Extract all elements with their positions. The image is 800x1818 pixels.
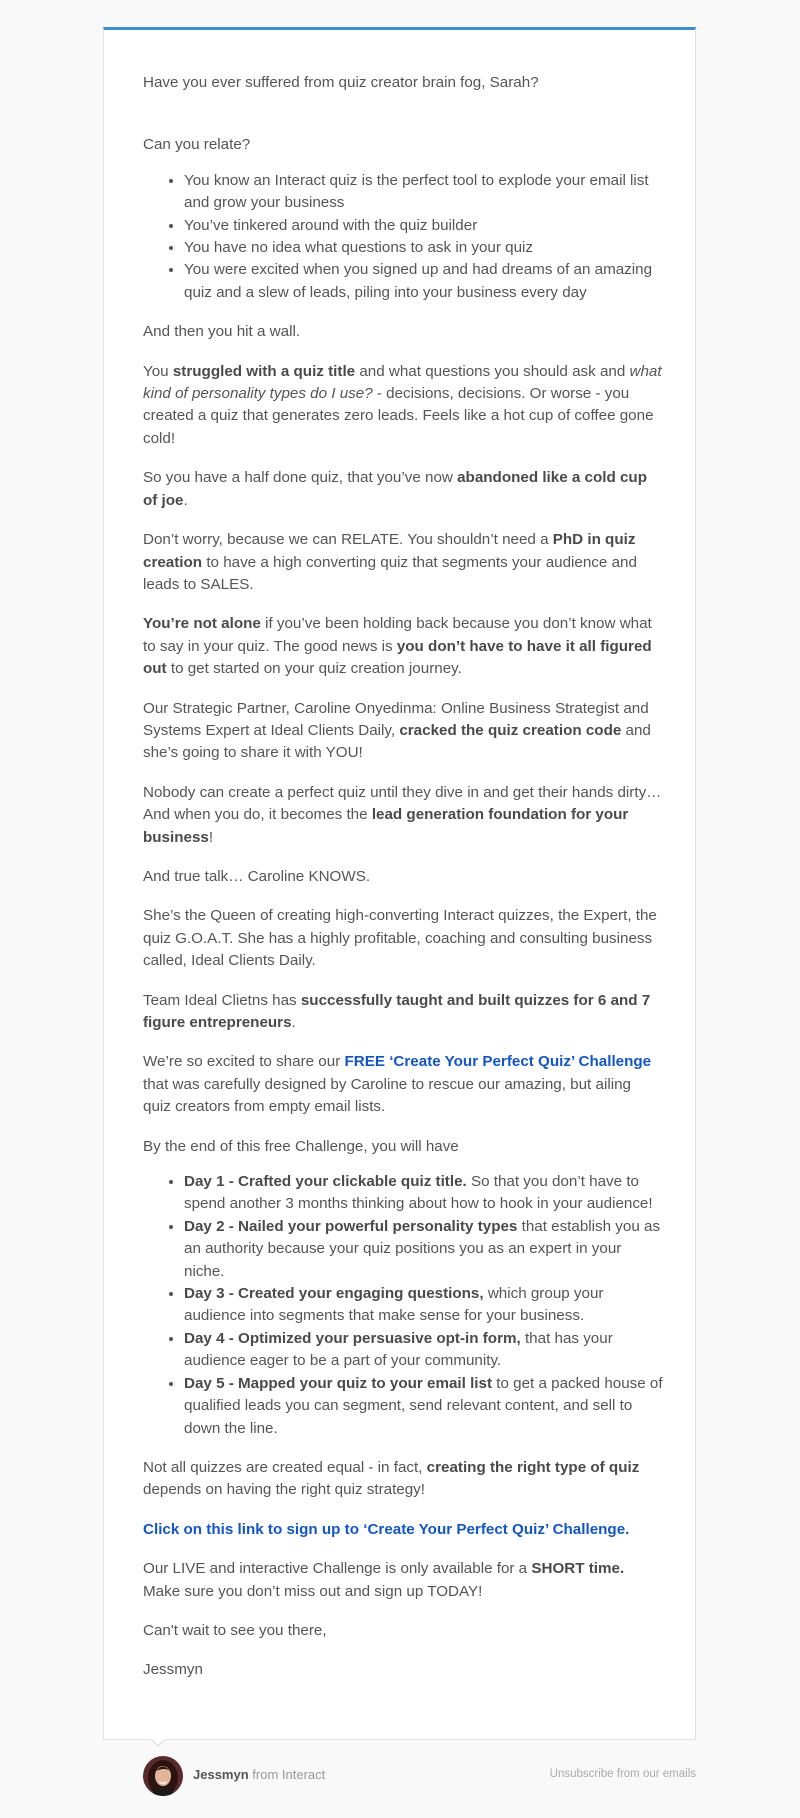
email-body [143, 72, 663, 1699]
relate-list [143, 170, 663, 304]
sender-name: Jessmyn [193, 1767, 249, 1782]
email-footer [103, 1740, 696, 1818]
challenge-link[interactable]: FREE ‘Create Your Perfect Quiz’ Challenge [344, 1053, 652, 1071]
avatar [143, 1756, 183, 1796]
signup-link[interactable]: Click on this link to sign up to ‘Create Your Perfect Quiz’ Challenge. [143, 1520, 630, 1538]
list-item: • You have no idea what questions to ask in your quiz [184, 237, 663, 259]
list-item: • Day 2 - Nailed your powerful personality types that establish you as an authority because your quiz positions you as an expert in your niche. [184, 1216, 663, 1283]
queen-paragraph: She’s the Queen of creating high-converting Interact quizzes, the Expert, the quiz G.O.A.T. She has a highly profitable, coaching and consulting business called, Ideal Clients Daily. [143, 907, 657, 970]
live-paragraph: Our LIVE and interactive Challenge is only available for a SHORT time. Make sure you don’t miss out and sign up TODAY! [143, 1560, 625, 1600]
email-card [103, 27, 696, 1740]
cant-wait-paragraph: Can't wait to see you there, [143, 1621, 327, 1639]
list-item: • You were excited when you signed up and had dreams of an amazing quiz and a slew of leads, piling into your business every day [184, 259, 663, 304]
struggle-paragraph: You struggled with a quiz title and what questions you should ask and what kind of personality types do I use? - decisions, decisions. Or worse - you created a quiz that generates zero leads. Feels like a hot cup of coffee gone cold! [143, 362, 662, 447]
days-list [143, 1171, 663, 1440]
dont-worry-paragraph: Don’t worry, because we can RELATE. You shouldn’t need a PhD in quiz creation to have a high converting quiz that segments your audience and leads to SALES. [143, 531, 637, 593]
not-all-paragraph: Not all quizzes are created equal - in fact, creating the right type of quiz depends on having the right quiz strategy! [143, 1458, 640, 1499]
sender-info [193, 1767, 325, 1782]
unsubscribe-link[interactable]: Unsubscribe from our emails [549, 1768, 696, 1780]
avatar-portrait-icon [143, 1756, 183, 1796]
list-item: • Day 4 - Optimized your persuasive opt-in form, that has your audience eager to be a part of your community. [184, 1328, 663, 1373]
partner-paragraph: Our Strategic Partner, Caroline Onyedinma: Online Business Strategist and Systems Expert at Ideal Clients Daily, cracked the quiz creation code and she’s going to share it with YOU! [143, 699, 651, 762]
list-item: • Day 3 - Created your engaging questions, which group your audience into segments that make sense for your business. [184, 1283, 663, 1328]
list-item: • You’ve tinkered around with the quiz builder [184, 215, 663, 237]
list-item: • You know an Interact quiz is the perfect tool to explode your email list and grow your business [184, 170, 663, 215]
half-done-paragraph: So you have a half done quiz, that you’ve now abandoned like a cold cup of joe. [143, 469, 647, 509]
team-paragraph: Team Ideal Clietns has successfully taught and built quizzes for 6 and 7 figure entrepreneurs. [143, 991, 651, 1031]
cta-paragraph [143, 1519, 663, 1541]
excited-paragraph: We’re so excited to share our FREE ‘Create Your Perfect Quiz’ Challenge that was carefully designed by Caroline to rescue our amazing, but ailing quiz creators from empty email lists. [143, 1053, 652, 1116]
sender-from: from Interact [248, 1767, 326, 1782]
wall-paragraph: And then you hit a wall. [143, 323, 301, 341]
not-alone-paragraph: You’re not alone if you’ve been holding back because you don’t know what to say in your quiz. The good news is you don’t have to have it all figured out to get started on your quiz creation journey. [143, 615, 652, 678]
true-talk-paragraph: And true talk… Caroline KNOWS. [143, 867, 371, 885]
nobody-paragraph: Nobody can create a perfect quiz until they dive in and get their hands dirty… And when you do, it becomes the lead generation foundation for your business! [143, 783, 662, 846]
list-item: • Day 1 - Crafted your clickable quiz title. So that you don’t have to spend another 3 months thinking about how to hook in your audience! [184, 1171, 663, 1216]
list-item: • Day 5 - Mapped your quiz to your email list to get a packed house of qualified leads you can segment, send relevant content, and sell to down the line. [184, 1373, 663, 1440]
relate-heading: Can you relate? [143, 136, 251, 154]
signature: Jessmyn [143, 1661, 203, 1679]
by-end-paragraph: By the end of this free Challenge, you will have [143, 1137, 459, 1155]
greeting: Have you ever suffered from quiz creator brain fog, Sarah? [143, 74, 539, 91]
